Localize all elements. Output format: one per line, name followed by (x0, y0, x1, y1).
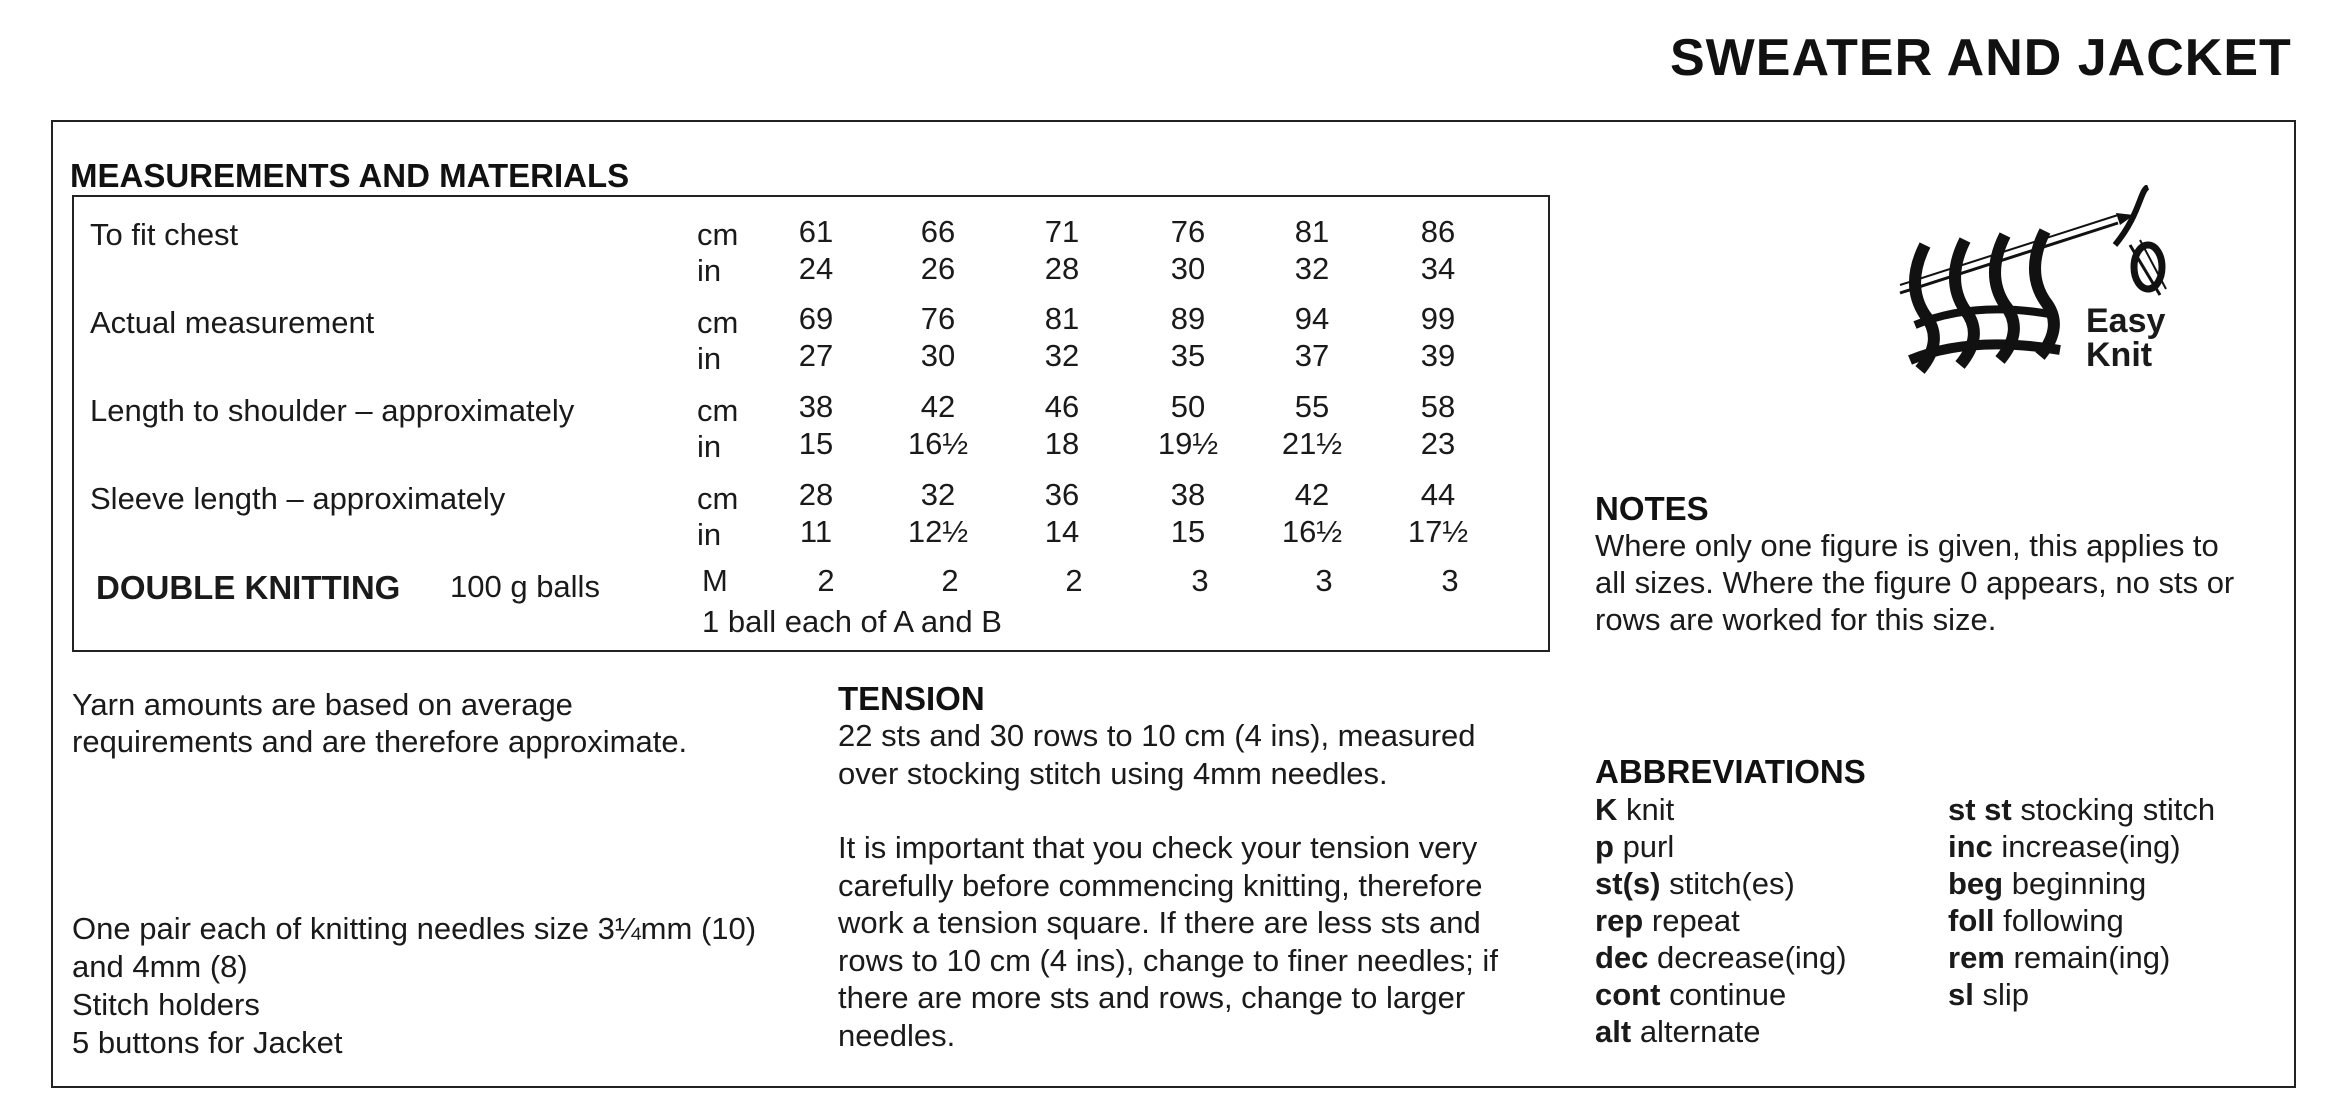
value-cell: 30 (1170, 251, 1206, 286)
value-cell: 55 (1294, 389, 1330, 424)
row-label-actual: Actual measurement (90, 305, 375, 340)
unit-in: in (697, 517, 722, 552)
abbreviations-heading: ABBREVIATIONS (1595, 753, 1866, 790)
value-cell: 42 (1294, 477, 1330, 512)
easy-knit-logo (1890, 185, 2190, 385)
unit-cm: cm (697, 481, 739, 516)
tension-line: rows to 10 cm (4 ins), change to finer needles; if (838, 943, 1498, 978)
unit-cm: cm (697, 393, 739, 428)
materials-line: 5 buttons for Jacket (72, 1025, 343, 1060)
yarn-unit: M (702, 563, 728, 598)
abbr-item: inc increase(ing) (1948, 829, 2181, 864)
value-cell: 39 (1420, 338, 1456, 373)
value-cell: 21½ (1281, 426, 1343, 461)
value-cell: 15 (798, 426, 834, 461)
value-cell: 81 (1294, 214, 1330, 249)
abbr-item: dec decrease(ing) (1595, 940, 1847, 975)
yarn-label: DOUBLE KNITTING (96, 569, 401, 606)
unit-cm: cm (697, 217, 739, 252)
value-cell: 34 (1420, 251, 1456, 286)
value-cell: 66 (920, 214, 956, 249)
value-cell: 81 (1044, 301, 1080, 336)
row-label-length: Length to shoulder – approximately (90, 393, 575, 428)
value-cell: 28 (798, 477, 834, 512)
yarn-extra: 1 ball each of A and B (702, 604, 1002, 639)
notes-heading: NOTES (1595, 490, 1709, 527)
tension-line: needles. (838, 1018, 956, 1053)
value-cell: 38 (798, 389, 834, 424)
value-cell: 11 (799, 514, 833, 549)
value-cell: 32 (920, 477, 956, 512)
value-cell: 50 (1170, 389, 1206, 424)
unit-cm: cm (697, 305, 739, 340)
abbr-item: beg beginning (1948, 866, 2147, 901)
page-title: SWEATER AND JACKET (1670, 29, 2292, 87)
materials-line: and 4mm (8) (72, 949, 248, 984)
abbr-item: K knit (1595, 792, 1675, 827)
materials-line: Stitch holders (72, 987, 260, 1022)
materials-line: One pair each of knitting needles size 3¼mm (10) (72, 911, 757, 946)
logo-text-knit: Knit (2086, 336, 2153, 374)
value-cell: 18 (1044, 426, 1080, 461)
value-cell: 30 (920, 338, 956, 373)
tension-line: It is important that you check your tension very (838, 830, 1478, 865)
value-cell: 38 (1170, 477, 1206, 512)
abbr-item: sl slip (1948, 977, 2029, 1012)
abbr-item: rem remain(ing) (1948, 940, 2171, 975)
value-cell: 89 (1170, 301, 1206, 336)
value-cell: 32 (1044, 338, 1080, 373)
abbr-item: p purl (1595, 829, 1675, 864)
value-cell: 27 (798, 338, 834, 373)
value-cell: 19½ (1157, 426, 1219, 461)
yarn-note-line: requirements and are therefore approximate. (72, 724, 688, 759)
yarn-value: 2 (941, 563, 959, 598)
value-cell: 76 (1170, 214, 1206, 249)
yarn-value: 2 (817, 563, 835, 598)
value-cell: 15 (1170, 514, 1206, 549)
tension-line: there are more sts and rows, change to larger (838, 980, 1466, 1015)
value-cell: 86 (1420, 214, 1456, 249)
tension-line: work a tension square. If there are less sts and (838, 905, 1481, 940)
notes-line: all sizes. Where the figure 0 appears, no sts or (1595, 565, 2235, 600)
value-cell: 61 (798, 214, 834, 249)
value-cell: 32 (1294, 251, 1330, 286)
value-cell: 26 (920, 251, 956, 286)
value-cell: 58 (1420, 389, 1456, 424)
logo-text-easy: Easy (2086, 302, 2166, 340)
unit-in: in (697, 429, 722, 464)
value-cell: 24 (798, 251, 834, 286)
value-cell: 35 (1170, 338, 1206, 373)
value-cell: 16½ (1281, 514, 1343, 549)
yarn-value: 3 (1191, 563, 1209, 598)
value-cell: 16½ (907, 426, 969, 461)
value-cell: 14 (1044, 514, 1080, 549)
value-cell: 71 (1044, 214, 1080, 249)
tension-heading: TENSION (838, 680, 985, 717)
abbr-item: st st stocking stitch (1948, 792, 2216, 827)
measurements-heading: MEASUREMENTS AND MATERIALS (70, 157, 630, 194)
value-cell: 28 (1044, 251, 1080, 286)
notes-line: Where only one figure is given, this applies to (1595, 528, 2219, 563)
tension-line: over stocking stitch using 4mm needles. (838, 756, 1388, 791)
yarn-value: 3 (1441, 563, 1459, 598)
value-cell: 23 (1420, 426, 1456, 461)
row-label-sleeve: Sleeve length – approximately (90, 481, 506, 516)
tension-line: 22 sts and 30 rows to 10 cm (4 ins), measured (838, 718, 1476, 753)
abbr-item: foll following (1948, 903, 2124, 938)
tension-line: carefully before commencing knitting, therefore (838, 868, 1483, 903)
abbr-item: cont continue (1595, 977, 1787, 1012)
value-cell: 44 (1420, 477, 1456, 512)
row-label-chest: To fit chest (90, 217, 239, 252)
abbr-item: st(s) stitch(es) (1595, 866, 1795, 901)
value-cell: 69 (798, 301, 834, 336)
abbr-item: rep repeat (1595, 903, 1740, 938)
unit-in: in (697, 341, 722, 376)
yarn-ball-size: 100 g balls (450, 569, 600, 604)
notes-line: rows are worked for this size. (1595, 602, 1997, 637)
yarn-note-line: Yarn amounts are based on average (72, 687, 573, 722)
value-cell: 76 (920, 301, 956, 336)
value-cell: 99 (1420, 301, 1456, 336)
value-cell: 17½ (1407, 514, 1469, 549)
abbr-item: alt alternate (1595, 1014, 1761, 1049)
value-cell: 37 (1294, 338, 1330, 373)
value-cell: 42 (920, 389, 956, 424)
value-cell: 12½ (907, 514, 969, 549)
value-cell: 36 (1044, 477, 1080, 512)
unit-in: in (697, 253, 722, 288)
yarn-value: 3 (1315, 563, 1333, 598)
yarn-value: 2 (1065, 563, 1083, 598)
value-cell: 46 (1044, 389, 1080, 424)
value-cell: 94 (1294, 301, 1330, 336)
